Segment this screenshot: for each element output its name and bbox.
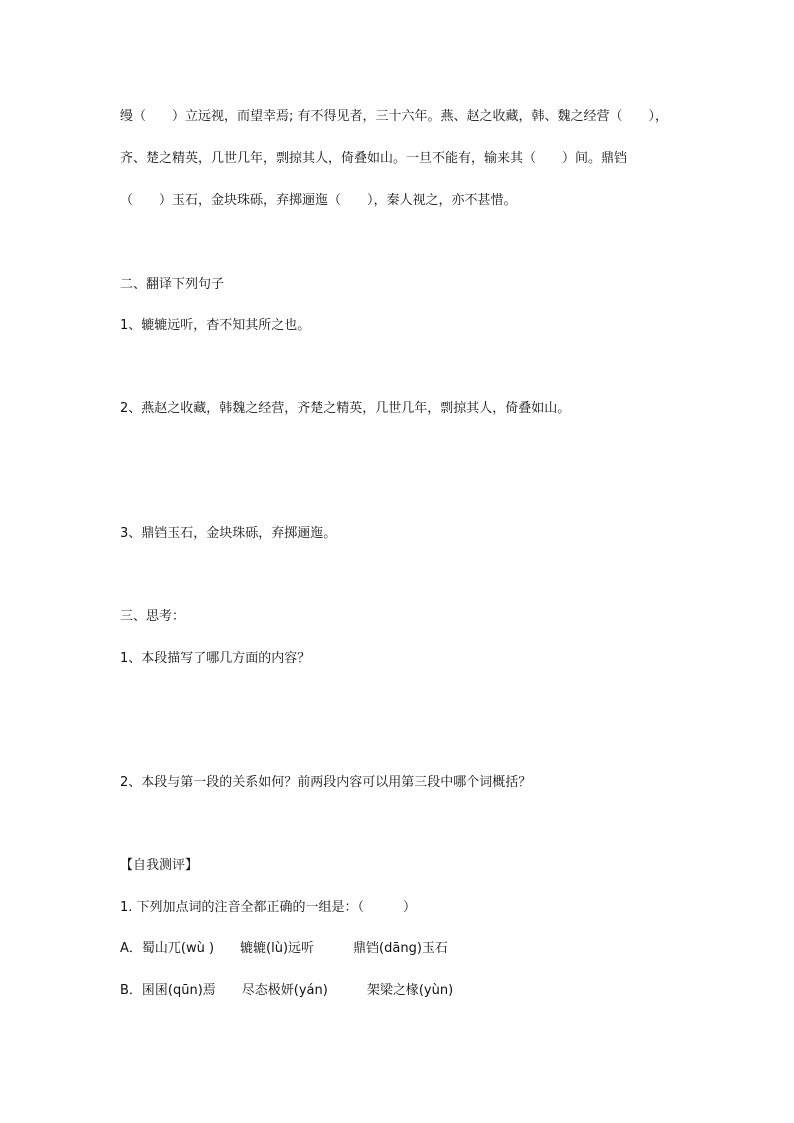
translate-question-3: 3、鼎铛玉石，金块珠砾，弃掷逦迤。 xyxy=(120,526,337,541)
passage-line-2: 齐、楚之精英，几世几年，剽掠其人，倚叠如山。一旦不能有，输来其（ ）间。鼎铛 xyxy=(120,151,628,166)
section-heading-translate: 二、翻译下列句子 xyxy=(120,277,225,292)
think-question-1: 1、本段描写了哪几方面的内容？ xyxy=(120,651,311,666)
passage-line-1: 缦（ ）立远视，而望幸焉; 有不得见者，三十六年。燕、赵之收藏，韩、魏之经营（ ）， xyxy=(120,109,669,124)
self-test-option-a: A．蜀山兀(wù ) 辘辘(lù)远听 鼎铛(dāng)玉石 xyxy=(120,941,448,956)
translate-question-1: 1、辘辘远听，杳不知其所之也。 xyxy=(120,318,311,333)
think-question-2: 2、本段与第一段的关系如何？前两段内容可以用第三段中哪个词概括？ xyxy=(120,775,532,790)
passage-line-3: （ ）玉石，金块珠砾，弃掷逦迤（ ），秦人视之，亦不甚惜。 xyxy=(120,193,517,208)
translate-question-2: 2、燕赵之收藏，韩魏之经营，齐楚之精英，几世几年，剽掠其人，倚叠如山。 xyxy=(120,401,571,416)
self-test-question-1: 1. 下列加点词的注音全都正确的一组是：（ ） xyxy=(120,900,417,915)
self-test-option-b: B．囷囷(qūn)焉 尽态极妍(yán) 架梁之椽(yùn) xyxy=(120,983,454,998)
self-test-heading: 【自我测评】 xyxy=(120,858,199,873)
section-heading-think: 三、思考： xyxy=(120,609,186,624)
